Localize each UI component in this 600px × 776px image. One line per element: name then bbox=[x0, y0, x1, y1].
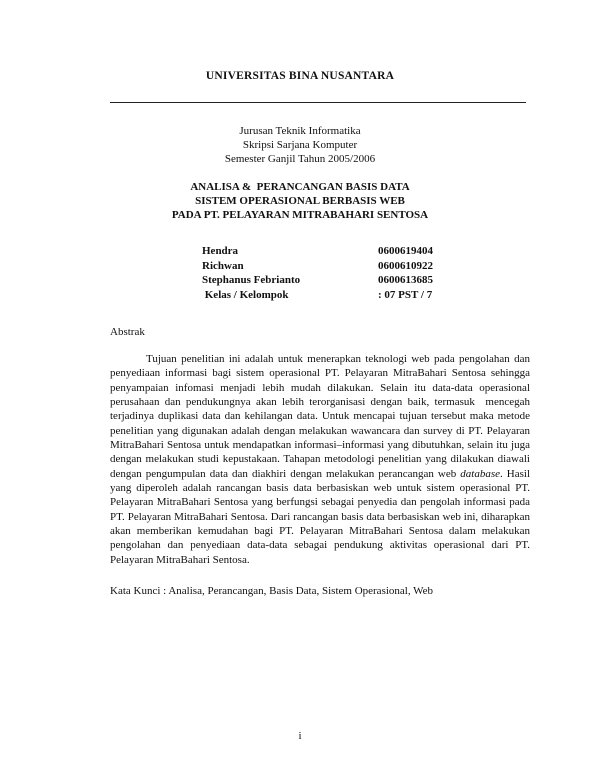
title-line-2: SISTEM OPERASIONAL BERBASIS WEB bbox=[195, 195, 405, 207]
header-rule bbox=[110, 102, 526, 103]
author-row bbox=[202, 244, 433, 259]
thesis-title bbox=[0, 180, 600, 222]
abstract-italic-term: database bbox=[460, 467, 500, 480]
author-nim: 0600619404 bbox=[378, 245, 433, 257]
author-nim: 0600610922 bbox=[378, 259, 433, 272]
abstract-text-part-2: . Hasil yang diperoleh adalah rancangan basis data berbasiskan web untuk sistem operasional PT. Pelayaran MitraBahari Sentosa yang berfungsi sebagai penyedia dan pengolah informasi pada PT. Pelayaran MitraBahari Sentosa. Dari rancangan basis data berbasiskan web ini, diharapkan akan memberikan kemudahan bagi PT. Pelayaran MitraBahari Sentosa dalam melakukan pengolahan dan penyediaan data-data sebagai pendukung aktivitas operasional dari PT. Pelayaran MitraBahari Sentosa. bbox=[110, 467, 530, 566]
title-line-3: PADA PT. PELAYARAN MITRABAHARI SENTOSA bbox=[171, 209, 429, 221]
author-nim: 0600613685 bbox=[378, 274, 433, 286]
abstract-body bbox=[110, 352, 533, 567]
author-name: Stephanus Febrianto bbox=[202, 274, 301, 286]
author-name: Hendra bbox=[202, 245, 239, 257]
class-group-row bbox=[202, 288, 433, 303]
degree: Skripsi Sarjana Komputer bbox=[242, 139, 358, 151]
author-row bbox=[202, 259, 433, 274]
abstract-heading: Abstrak bbox=[110, 326, 145, 338]
title-line-1: ANALISA & PERANCANGAN BASIS DATA bbox=[190, 181, 410, 193]
thesis-meta bbox=[0, 124, 600, 166]
department: Jurusan Teknik Informatika bbox=[239, 125, 361, 137]
abstract-text-part-1: Tujuan penelitian ini adalah untuk menerapkan teknologi web pada pengolahan dan penyediaan informasi bagi sistem operasional PT. Pelayaran MitraBahari Sentosa sehingga penyampaian infomasi menjadi lebih mudah dilakukan. Selain itu data-data operasional perusahaan dan pendukungnya akan lebih terorganisasi dengan baik, termasuk mencegah terjadinya duplikasi data dan kehilangan data. Untuk mencapai tujuan tersebut maka metode penelitian yang digunakan adalah dengan melakukan wawancara dan survey di PT. Pelayaran MitraBahari Sentosa untuk mendapatkan informasi–informasi yang dibutuhkan, selain itu juga dengan melakukan studi kepustakaan. Tahapan metodologi penelitian yang dilakukan diawali dengan pengumpulan data dan diakhiri dengan melakukan perancangan web bbox=[110, 353, 533, 480]
semester: Semester Ganjil Tahun 2005/2006 bbox=[224, 153, 376, 165]
author-list bbox=[202, 244, 433, 302]
university-name: UNIVERSITAS BINA NUSANTARA bbox=[205, 70, 395, 82]
author-name: Richwan bbox=[202, 259, 244, 272]
page-number: i bbox=[298, 730, 302, 742]
class-group-label: Kelas / Kelompok bbox=[202, 288, 289, 301]
author-row bbox=[202, 273, 433, 288]
class-group-value: : 07 PST / 7 bbox=[378, 288, 433, 301]
keywords: Kata Kunci : Analisa, Perancangan, Basis Data, Sistem Operasional, Web bbox=[110, 585, 434, 597]
